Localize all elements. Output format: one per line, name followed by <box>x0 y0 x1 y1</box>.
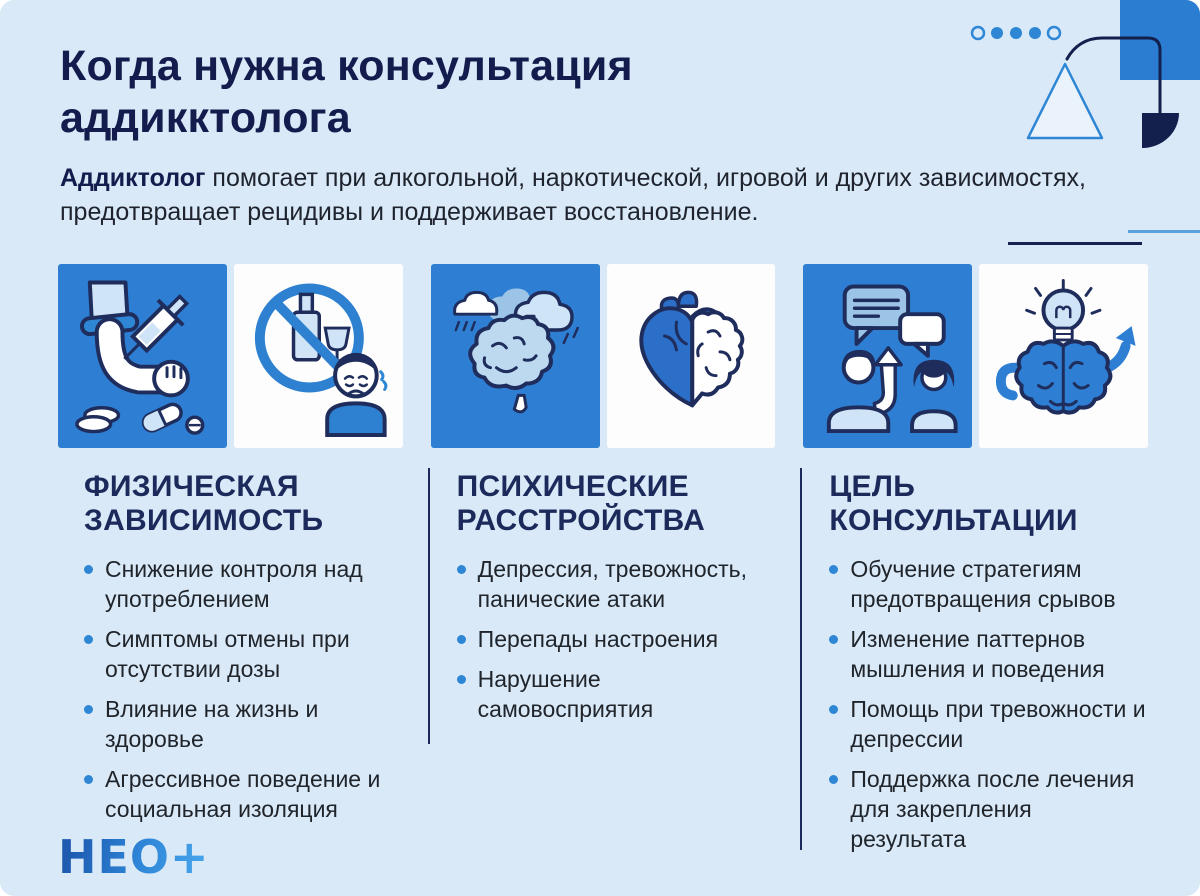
idea-brain-arrow-icon <box>989 273 1138 439</box>
bullet-dot-icon <box>84 635 93 644</box>
list-item: Поддержка после лечения для закрепления результата <box>829 764 1148 854</box>
corner-decoration <box>940 0 1200 170</box>
bullet-dot-icon <box>84 775 93 784</box>
list-item: Влияние на жизнь и здоровье <box>84 694 403 754</box>
column-text <box>58 470 403 824</box>
list-item: Изменение паттернов мышления и поведения <box>829 624 1148 684</box>
subtitle-text: помогает при алкогольной, наркотической, игровой и других зависимостях, предотвращает рецидивы и поддерживает восстановление. <box>60 164 1086 226</box>
tile-dialogue-people <box>803 264 972 448</box>
column-heading: ЦЕЛЬ КОНСУЛЬТАЦИИ <box>829 470 1078 537</box>
dot-filled <box>991 27 1003 39</box>
bullet-dot-icon <box>829 775 838 784</box>
dot-outline <box>972 27 984 39</box>
column-heading: ФИЗИЧЕСКАЯ ЗАВИСИМОСТЬ <box>84 470 324 537</box>
bullet-dot-icon <box>829 635 838 644</box>
illustration-tiles <box>803 264 1148 448</box>
illustration-tiles <box>431 264 776 448</box>
bullet-dot-icon <box>457 675 466 684</box>
bullet-list <box>829 554 1148 854</box>
tile-idea-brain <box>979 264 1148 448</box>
accent-line-navy <box>1008 242 1142 245</box>
subtitle-bold-term: Аддиктолог <box>60 164 206 193</box>
bullet-dot-icon <box>84 705 93 714</box>
neo-plus-logo: НЕО+ <box>58 830 210 884</box>
corner-decoration-icon <box>940 0 1200 170</box>
column-text <box>803 470 1148 854</box>
page-title-line2: аддикктолога <box>60 94 351 143</box>
list-item: Депрессия, тревожность, панические атаки <box>457 554 776 614</box>
triangle-shape <box>1028 64 1102 138</box>
tile-heart-brain <box>607 264 776 448</box>
list-item: Симптомы отмены при отсутствии дозы <box>84 624 403 684</box>
bullet-dot-icon <box>84 565 93 574</box>
tile-brain-storm <box>431 264 600 448</box>
list-item: Агрессивное поведение и социальная изоляция <box>84 764 403 824</box>
list-item: Обучение стратегиям предотвращения срывов <box>829 554 1148 614</box>
column-heading: ПСИХИЧЕСКИЕ РАССТРОЙСТВА <box>456 470 706 537</box>
dot-outline <box>1048 27 1060 39</box>
column-consultation-goal <box>803 264 1148 864</box>
page-subtitle <box>60 162 1105 230</box>
dialogue-people-growth-icon <box>813 273 962 439</box>
bullet-list <box>84 554 403 824</box>
accent-line-blue <box>1128 230 1200 233</box>
page-title-line1: Когда нужна консультация <box>60 42 633 90</box>
dot-filled <box>1029 27 1041 39</box>
column-mental-disorders <box>431 264 776 864</box>
heart-brain-icon <box>617 273 766 439</box>
bullet-dot-icon <box>457 565 466 574</box>
column-physical-dependence <box>58 264 403 864</box>
bullet-dot-icon <box>457 635 466 644</box>
columns <box>58 264 1148 864</box>
list-item: Перепады настроения <box>457 624 776 654</box>
column-text <box>431 470 776 724</box>
list-item: Нарушение самовосприятия <box>457 664 776 724</box>
tile-no-alcohol <box>234 264 403 448</box>
no-alcohol-sad-person-icon <box>244 273 393 439</box>
bullet-dot-icon <box>829 705 838 714</box>
list-item: Помощь при тревожности и депрессии <box>829 694 1148 754</box>
bullet-list <box>457 554 776 724</box>
brain-storm-cloud-icon <box>441 273 590 439</box>
tile-injection-arm <box>58 264 227 448</box>
dot-filled <box>1010 27 1022 39</box>
bullet-dot-icon <box>829 565 838 574</box>
quarter-disk-shape <box>1142 113 1179 148</box>
list-item: Снижение контроля над употреблением <box>84 554 403 614</box>
illustration-tiles <box>58 264 403 448</box>
injection-arm-pills-icon <box>68 273 217 439</box>
